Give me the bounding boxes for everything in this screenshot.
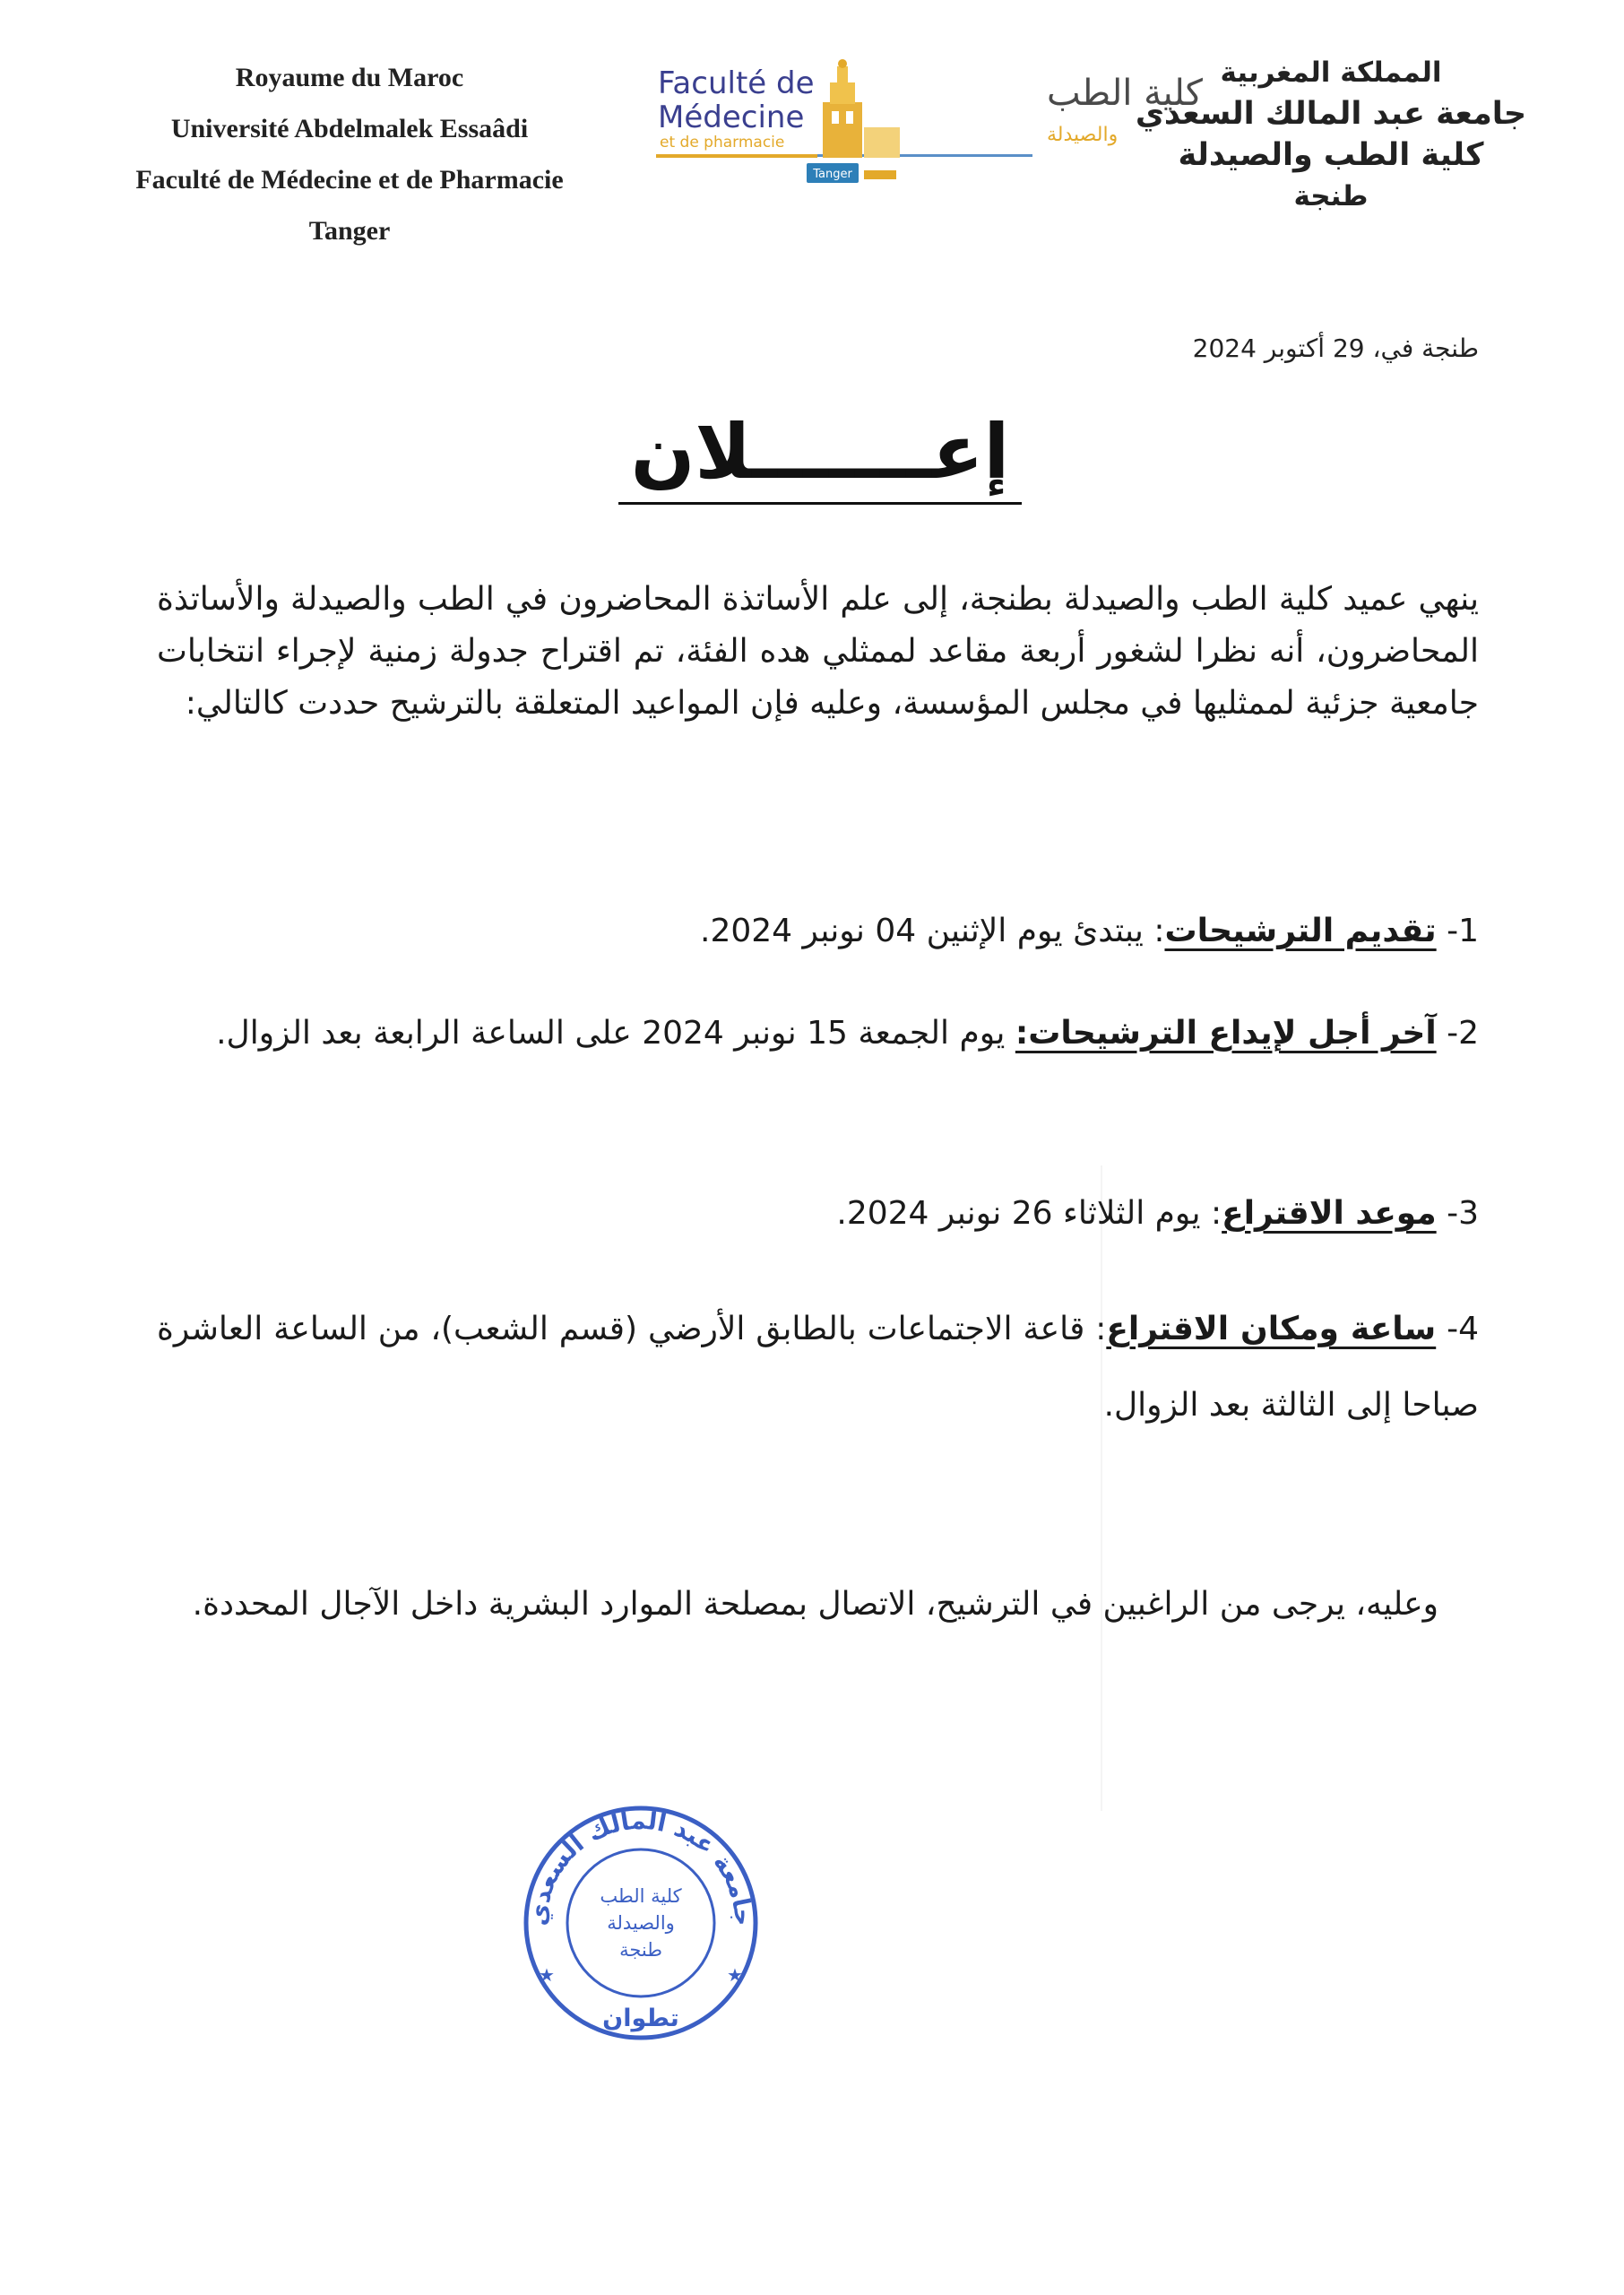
item-text: : يوم الثلاثاء 26 نونبر 2024.	[836, 1195, 1222, 1232]
item-label: تقديم الترشيحات	[1164, 913, 1437, 949]
logo-fr-line-3: et de pharmacie	[660, 134, 785, 152]
item-number: 1-	[1436, 913, 1479, 949]
logo-small-gold-mark	[864, 170, 896, 179]
item-number: 4-	[1436, 1311, 1479, 1347]
logo-ar-line-1: كلية الطب	[1047, 73, 1203, 114]
logo-ar-line-2: والصيدلة	[1047, 124, 1119, 146]
schedule-item-4	[157, 1291, 1479, 1443]
header-fr-line-kingdom: Royaume du Maroc	[235, 63, 464, 92]
intro-paragraph: ينهي عميد كلية الطب والصيدلة بطنجة، إلى علم الأساتذة المحاضرون في الطب والصيدلة والأساتذة المحاضرون، أنه نظرا لشغور أربعة مقاعد لممثلي هده الفئة، تم اقتراح جدولة زمنية لإجراء انتخابات جامعية جزئية لممثليها في مجلس المؤسسة، وعليه فإن المواعيد المتعلقة بالترشيح حددت كالتالي:	[157, 581, 1479, 722]
item-label: موعد الاقتراع	[1222, 1195, 1437, 1232]
item-label: ساعة ومكان الاقتراع	[1106, 1311, 1437, 1347]
scan-artifact-line	[1101, 1165, 1102, 1811]
stamp-star-left-icon: ★	[539, 1964, 555, 1986]
header-ar-line-city: طنجة	[1293, 180, 1369, 212]
stamp-inner-line-3: طنجة	[619, 1939, 662, 1961]
schedule-item-2	[157, 991, 1479, 1076]
header-fr-line-city: Tanger	[308, 216, 391, 246]
title-underline	[618, 502, 1022, 505]
official-stamp	[520, 1802, 762, 2044]
stamp-bottom-text: تطوان	[602, 2005, 679, 2032]
stamp-inner-line-1: كلية الطب	[600, 1885, 682, 1907]
schedule-item-3	[157, 1188, 1479, 1240]
header-ar-line-faculty: كلية الطب والصيدلة	[1178, 137, 1484, 173]
item-text: يوم الجمعة 15 نونبر 2024 على الساعة الرابعة بعد الزوال.	[216, 1015, 1015, 1052]
header-ar-line-university: جامعة عبد المالك السعدي	[1135, 96, 1527, 132]
schedule-item-1	[157, 905, 1479, 957]
svg-text:جامعة عبد المالك السعدي	[524, 1807, 756, 1927]
faculty-logo	[652, 56, 1203, 204]
logo-city-badge-text: Tanger	[813, 168, 852, 181]
header-fr-line-faculty: Faculté de Médecine et de Pharmacie	[135, 165, 564, 195]
item-text: : قاعة الاجتماعات بالطابق الأرضي (قسم الشعب)، من الساعة العاشرة صباحا إلى الثالثة بعد الزوال.	[157, 1311, 1479, 1424]
header-arabic-block	[1125, 52, 1537, 217]
header-fr-line-university: Université Abdelmalek Essaâdi	[170, 114, 529, 143]
item-label: آخر أجل لإيداع الترشيحات:	[1015, 1015, 1437, 1052]
closing-paragraph: وعليه، يرجى من الراغبين في الترشيح، الاتصال بمصلحة الموارد البشرية داخل الآجال المحددة.	[192, 1586, 1438, 1623]
item-number: 3-	[1436, 1195, 1479, 1232]
stamp-inner-line-2: والصيدلة	[607, 1912, 675, 1934]
document-date: طنجة في، 29 أكتوبر 2024	[1192, 333, 1479, 363]
logo-gold-bar	[656, 154, 817, 158]
stamp-star-right-icon: ★	[727, 1964, 743, 1986]
stamp-outer-text: جامعة عبد المالك السعدي	[524, 1806, 757, 1927]
logo-tower-icon	[823, 59, 900, 158]
header-ar-line-kingdom: المملكة المغربية	[1220, 56, 1442, 89]
logo-fr-line-2: Médecine	[658, 100, 805, 135]
item-number: 2-	[1436, 1015, 1479, 1052]
header-french-block	[90, 52, 609, 256]
announcement-title: إعـــــــلان	[630, 408, 1010, 496]
logo-fr-line-1: Faculté de	[658, 65, 815, 101]
item-text: : يبتدئ يوم الإثنين 04 نونبر 2024.	[700, 913, 1165, 949]
